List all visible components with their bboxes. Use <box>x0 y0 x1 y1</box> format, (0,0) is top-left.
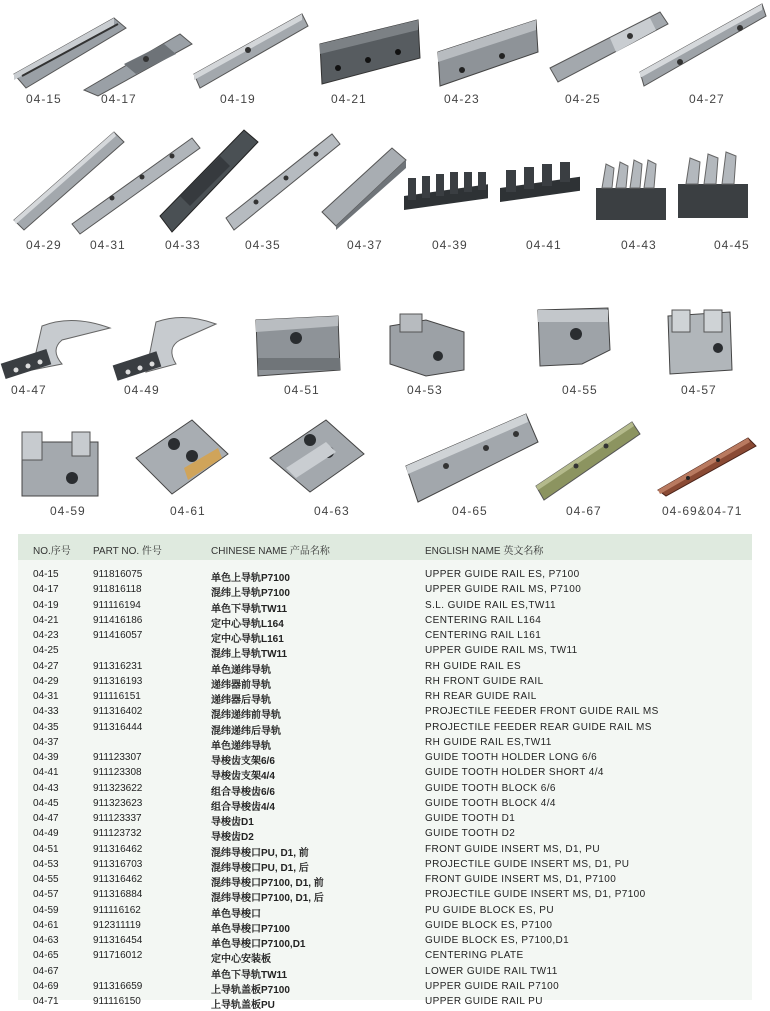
cell-chinese-name: 导梭齿支架4/4 <box>211 771 275 783</box>
table-row <box>18 675 752 690</box>
cell-english-name: GUIDE TOOTH BLOCK 6/6 <box>425 782 556 794</box>
part-label-04-27: 04-27 <box>689 92 725 106</box>
cell-part-no: 911323623 <box>93 797 143 809</box>
cell-chinese-name: 单色下导轨TW11 <box>211 603 288 615</box>
cell-part-no: 911316462 <box>93 874 143 885</box>
table-row <box>18 858 752 873</box>
cell-no: 04-17 <box>33 584 59 596</box>
header-chinese-name: CHINESE NAME 产品名称 <box>211 546 330 557</box>
cell-no: 04-53 <box>33 858 59 870</box>
part-label-04-59: 04-59 <box>50 504 86 518</box>
cell-english-name: UPPER GUIDE RAIL ES, P7100 <box>425 569 580 580</box>
cell-no: 04-59 <box>33 904 59 916</box>
cell-part-no: 911316193 <box>93 675 143 687</box>
part-label-04-15: 04-15 <box>26 92 62 106</box>
cell-english-name: GUIDE TOOTH D1 <box>425 813 516 824</box>
cell-part-no: 911316462 <box>93 843 143 855</box>
cell-chinese-name: 混纬上导轨P7100 <box>211 588 290 600</box>
part-label-04-23: 04-23 <box>444 92 480 106</box>
table-row <box>18 705 752 720</box>
table-row <box>18 766 752 781</box>
cell-no: 04-25 <box>33 645 59 657</box>
cell-english-name: GUIDE TOOTH D2 <box>425 828 516 840</box>
cell-chinese-name: 单色上导轨P7100 <box>211 573 290 584</box>
cell-no: 04-31 <box>33 691 59 702</box>
part-label-04-43: 04-43 <box>621 238 657 252</box>
table-header <box>18 534 752 560</box>
cell-english-name: RH FRONT GUIDE RAIL <box>425 675 544 687</box>
part-image-04-65 <box>406 412 540 504</box>
part-image-04-59 <box>18 428 102 500</box>
part-label-04-45: 04-45 <box>714 238 750 252</box>
cell-no: 04-49 <box>33 828 59 840</box>
table-row <box>18 690 752 705</box>
parts-table <box>18 534 752 1011</box>
table-row <box>18 934 752 949</box>
cell-english-name: RH REAR GUIDE RAIL <box>425 691 537 702</box>
cell-chinese-name: 定中心导轨L161 <box>211 634 284 645</box>
cell-english-name: UPPER GUIDE RAIL P7100 <box>425 980 560 992</box>
part-image-04-43 <box>596 158 670 224</box>
part-label-04-25: 04-25 <box>565 92 601 106</box>
cell-no: 04-51 <box>33 843 59 855</box>
cell-english-name: GUIDE TOOTH BLOCK 4/4 <box>425 797 556 809</box>
cell-part-no: 912311119 <box>93 919 141 931</box>
table-row <box>18 614 752 629</box>
cell-part-no: 911316454 <box>93 935 143 946</box>
cell-chinese-name: 上导轨盖板P7100 <box>211 984 290 996</box>
cell-no: 04-61 <box>33 919 59 931</box>
cell-english-name: RH GUIDE RAIL ES,TW11 <box>425 736 552 748</box>
cell-no: 04-41 <box>33 767 59 779</box>
part-image-04-21 <box>318 14 422 84</box>
cell-english-name: GUIDE BLOCK ES, P7100 <box>425 919 553 931</box>
part-image-04-41 <box>500 162 582 208</box>
cell-chinese-name: 单色导梭口P7100 <box>211 923 290 935</box>
cell-no: 04-29 <box>33 675 59 687</box>
cell-english-name: S.L. GUIDE RAIL ES,TW11 <box>425 599 556 611</box>
part-image-04-51 <box>254 312 342 378</box>
cell-no: 04-15 <box>33 569 59 580</box>
cell-no: 04-37 <box>33 736 59 748</box>
cell-english-name: FRONT GUIDE INSERT MS, D1, P7100 <box>425 874 617 885</box>
cell-part-no: 911116162 <box>93 904 141 916</box>
part-image-04-37 <box>322 146 408 230</box>
part-label-04-57: 04-57 <box>681 383 717 397</box>
cell-chinese-name: 单色导梭口 <box>211 908 261 920</box>
cell-chinese-name: 混纬递纬后导轨 <box>211 725 281 737</box>
part-image-04-17 <box>84 14 194 94</box>
cell-part-no: 911116151 <box>93 691 141 702</box>
cell-no: 04-27 <box>33 660 59 672</box>
cell-no: 04-71 <box>33 996 59 1007</box>
part-label-04-21: 04-21 <box>331 92 367 106</box>
cell-no: 04-69 <box>33 980 59 992</box>
part-label-04-33: 04-33 <box>165 238 201 252</box>
cell-chinese-name: 组合导梭齿6/6 <box>211 786 275 798</box>
cell-english-name: LOWER GUIDE RAIL TW11 <box>425 965 558 977</box>
part-image-04-23 <box>436 12 540 86</box>
cell-part-no: 911116194 <box>93 599 141 611</box>
part-image-04-39 <box>404 172 490 216</box>
part-image-04-47 <box>2 316 112 380</box>
cell-part-no: 911123337 <box>93 813 142 824</box>
cell-chinese-name: 单色下导轨TW11 <box>211 969 288 981</box>
table-row <box>18 995 752 1010</box>
part-label-04-51: 04-51 <box>284 383 320 397</box>
part-label-04-31: 04-31 <box>90 238 126 252</box>
cell-part-no: 911123308 <box>93 767 142 779</box>
table-row <box>18 888 752 903</box>
cell-part-no: 911316402 <box>93 706 143 718</box>
table-row <box>18 599 752 614</box>
cell-no: 04-35 <box>33 721 59 733</box>
part-image-04-63 <box>266 418 366 496</box>
cell-no: 04-45 <box>33 797 59 809</box>
cell-chinese-name: 混纬上导轨TW11 <box>211 649 288 661</box>
table-row <box>18 827 752 842</box>
cell-chinese-name: 组合导梭齿4/4 <box>211 801 275 813</box>
table-row <box>18 660 752 675</box>
part-label-04-55: 04-55 <box>562 383 598 397</box>
table-row <box>18 843 752 858</box>
part-image-04-55 <box>532 306 612 376</box>
cell-chinese-name: 混纬导梭口P7100, D1, 前 <box>211 878 324 889</box>
cell-english-name: UPPER GUIDE RAIL PU <box>425 996 543 1007</box>
cell-english-name: GUIDE TOOTH HOLDER SHORT 4/4 <box>425 767 604 779</box>
cell-english-name: CENTERING RAIL L161 <box>425 630 542 641</box>
part-label-04-37: 04-37 <box>347 238 383 252</box>
cell-chinese-name: 混纬递纬前导轨 <box>211 710 281 722</box>
part-label-04-61: 04-61 <box>170 504 206 518</box>
cell-english-name: PROJECTILE GUIDE INSERT MS, D1, P7100 <box>425 889 646 901</box>
cell-chinese-name: 单色导梭口P7100,D1 <box>211 939 306 950</box>
table-row <box>18 721 752 736</box>
table-row <box>18 568 752 583</box>
cell-english-name: PROJECTILE FEEDER REAR GUIDE RAIL MS <box>425 721 652 733</box>
part-label-04-49: 04-49 <box>124 383 160 397</box>
cell-part-no: 911316659 <box>93 980 143 992</box>
part-label-04-35: 04-35 <box>245 238 281 252</box>
cell-chinese-name: 单色递纬导轨 <box>211 664 271 676</box>
part-image-04-27 <box>640 2 768 88</box>
cell-part-no: 911816118 <box>93 584 142 596</box>
part-label-04-53: 04-53 <box>407 383 443 397</box>
cell-part-no: 911123732 <box>93 828 142 840</box>
cell-english-name: GUIDE BLOCK ES, P7100,D1 <box>425 935 570 946</box>
cell-chinese-name: 导梭齿D1 <box>211 817 254 828</box>
header-no: NO.序号 <box>33 546 71 557</box>
cell-no: 04-67 <box>33 965 59 977</box>
part-label-04-29: 04-29 <box>26 238 62 252</box>
part-image-04-69-71 <box>658 436 758 496</box>
part-label-04-41: 04-41 <box>526 238 562 252</box>
cell-no: 04-57 <box>33 889 59 901</box>
table-row <box>18 797 752 812</box>
cell-english-name: CENTERING PLATE <box>425 950 524 962</box>
table-row <box>18 919 752 934</box>
cell-english-name: RH GUIDE RAIL ES <box>425 660 522 672</box>
cell-english-name: CENTERING RAIL L164 <box>425 614 542 626</box>
table-row <box>18 980 752 995</box>
cell-chinese-name: 定中心安装板 <box>211 954 271 966</box>
cell-part-no: 911416057 <box>93 630 143 641</box>
cell-english-name: PROJECTILE GUIDE INSERT MS, D1, PU <box>425 858 630 870</box>
cell-part-no: 911416186 <box>93 614 143 626</box>
cell-english-name: UPPER GUIDE RAIL MS, P7100 <box>425 584 582 596</box>
cell-part-no: 911816075 <box>93 569 143 580</box>
cell-no: 04-63 <box>33 935 59 946</box>
part-label-04-67: 04-67 <box>566 504 602 518</box>
table-row <box>18 904 752 919</box>
header-part-no: PART NO. 件号 <box>93 546 162 557</box>
cell-chinese-name: 混纬导梭口PU, D1, 后 <box>211 862 309 874</box>
part-label-04-69-71: 04-69&04-71 <box>662 504 743 518</box>
cell-part-no: 911116150 <box>93 996 141 1007</box>
cell-chinese-name: 递纬器前导轨 <box>211 679 271 691</box>
table-row <box>18 751 752 766</box>
cell-english-name: UPPER GUIDE RAIL MS, TW11 <box>425 645 578 657</box>
part-label-04-47: 04-47 <box>11 383 47 397</box>
cell-no: 04-33 <box>33 706 59 718</box>
cell-chinese-name: 混纬导梭口PU, D1, 前 <box>211 847 309 859</box>
table-row <box>18 736 752 751</box>
cell-chinese-name: 递纬器后导轨 <box>211 695 271 706</box>
table-row <box>18 965 752 980</box>
cell-no: 04-65 <box>33 950 59 962</box>
cell-part-no: 911316884 <box>93 889 143 901</box>
cell-chinese-name: 上导轨盖板PU <box>211 1000 275 1011</box>
part-label-04-17: 04-17 <box>101 92 137 106</box>
cell-chinese-name: 混纬导梭口P7100, D1, 后 <box>211 893 324 905</box>
cell-no: 04-19 <box>33 599 59 611</box>
cell-part-no: 911316444 <box>93 721 143 733</box>
cell-no: 04-55 <box>33 874 59 885</box>
header-english-name: ENGLISH NAME 英文名称 <box>425 546 544 557</box>
table-row <box>18 629 752 644</box>
cell-no: 04-21 <box>33 614 59 626</box>
cell-no: 04-47 <box>33 813 59 824</box>
cell-no: 04-39 <box>33 752 59 763</box>
part-label-04-39: 04-39 <box>432 238 468 252</box>
cell-no: 04-23 <box>33 630 59 641</box>
cell-english-name: GUIDE TOOTH HOLDER LONG 6/6 <box>425 752 598 763</box>
part-image-04-61 <box>132 418 232 498</box>
cell-english-name: FRONT GUIDE INSERT MS, D1, PU <box>425 843 600 855</box>
cell-chinese-name: 导梭齿支架6/6 <box>211 756 275 767</box>
table-row <box>18 873 752 888</box>
part-label-04-65: 04-65 <box>452 504 488 518</box>
cell-part-no: 911316703 <box>93 858 143 870</box>
table-row <box>18 644 752 659</box>
cell-chinese-name: 定中心导轨L164 <box>211 618 284 630</box>
cell-english-name: PROJECTILE FEEDER FRONT GUIDE RAIL MS <box>425 706 659 718</box>
part-label-04-19: 04-19 <box>220 92 256 106</box>
cell-chinese-name: 导梭齿D2 <box>211 832 254 844</box>
table-row <box>18 812 752 827</box>
part-image-04-19 <box>194 10 309 90</box>
part-image-04-49 <box>114 314 218 384</box>
table-row <box>18 782 752 797</box>
table-row <box>18 949 752 964</box>
part-image-04-67 <box>536 420 640 502</box>
table-row <box>18 583 752 598</box>
part-image-04-45 <box>676 152 752 222</box>
cell-part-no: 911123307 <box>93 752 142 763</box>
cell-part-no: 911323622 <box>93 782 143 794</box>
cell-part-no: 911316231 <box>93 660 143 672</box>
part-label-04-63: 04-63 <box>314 504 350 518</box>
cell-part-no: 911716012 <box>93 950 143 962</box>
part-image-04-53 <box>386 312 468 378</box>
cell-chinese-name: 单色递纬导轨 <box>211 740 271 752</box>
part-image-04-57 <box>664 306 736 378</box>
cell-no: 04-43 <box>33 782 59 794</box>
cell-english-name: PU GUIDE BLOCK ES, PU <box>425 904 554 916</box>
